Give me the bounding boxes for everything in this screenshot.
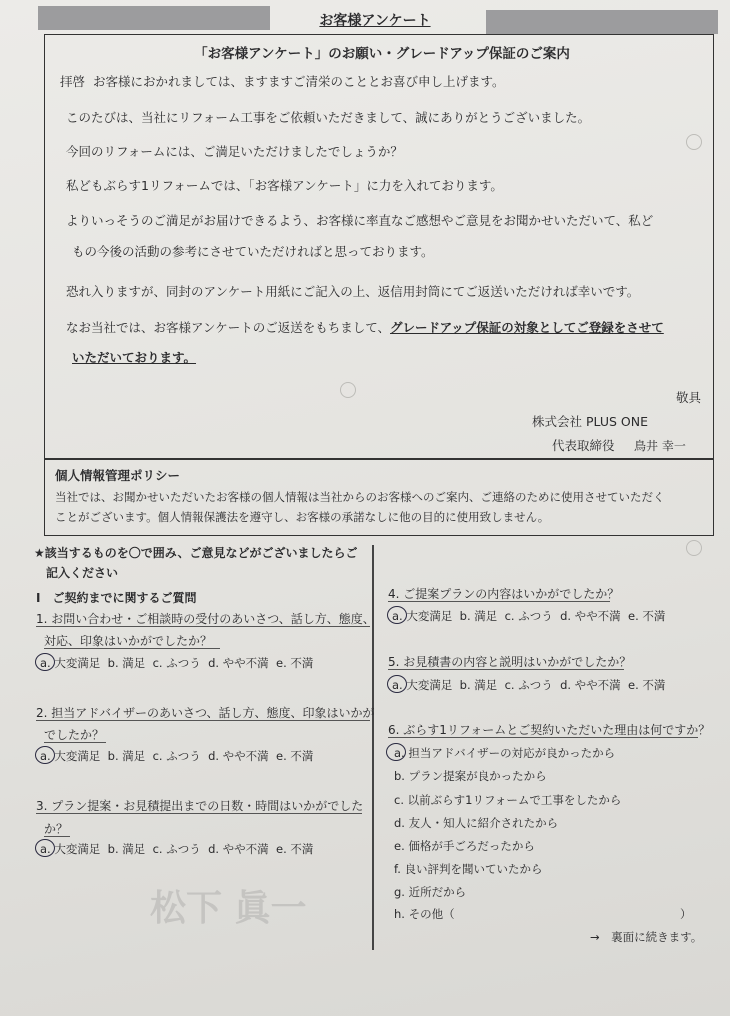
redaction-bar-left — [38, 6, 270, 30]
letter-title: 「お客様アンケート」のお願い・グレードアップ保証のご案内 — [194, 46, 570, 62]
q4-answer-c[interactable]: c. ふつう — [504, 609, 553, 623]
q1-answer-d[interactable]: d. やや不満 — [208, 656, 269, 670]
q3-answer-a[interactable]: a. 大変満足 — [40, 842, 101, 856]
question-3-answers — [40, 841, 313, 857]
question-6-title: 6. ぶらす1リフォームとご契約いただいた理由は何ですか？ — [388, 723, 711, 737]
paragraph-6a-emphasis: グレードアップ保証の対象としてご登録をさせて — [390, 320, 664, 335]
section-1-title: Ⅰ ご契約までに関するご質問 — [36, 591, 197, 605]
q4-answer-e[interactable]: e. 不満 — [628, 609, 666, 623]
question-1-line-2: 対応、印象はいかがでしたか？ — [44, 634, 213, 648]
q3-answer-d[interactable]: d. やや不満 — [208, 842, 269, 856]
question-2-line-2: でしたか？ — [44, 728, 105, 742]
q1-answer-b[interactable]: b. 満足 — [107, 656, 146, 670]
page-title: お客様アンケート — [319, 13, 431, 29]
representative-name: 鳥井 幸一 — [634, 439, 686, 453]
q6-option-g[interactable]: g. 近所だから — [394, 885, 467, 899]
punch-hole — [686, 134, 702, 150]
greeting-text: お客様におかれましては、ますますご清栄のこととお喜び申し上げます。 — [92, 74, 505, 89]
closing: 敬具 — [676, 390, 702, 405]
q1-selected-circle — [35, 653, 55, 671]
q2-answer-a[interactable]: a. 大変満足 — [40, 749, 101, 763]
paragraph-1: このたびは、当社にリフォーム工事をご依頼いただきまして、誠にありがとうございました。 — [66, 110, 591, 125]
q1-answer-e[interactable]: e. 不満 — [276, 656, 314, 670]
q2-answer-c[interactable]: c. ふつう — [152, 749, 201, 763]
question-1-line-1: 1. お問い合わせ・ご相談時の受付のあいさつ、話し方、態度、 — [36, 612, 375, 626]
instructions-line-1: ★該当するものを〇で囲み、ご意見などがございましたらご — [34, 546, 358, 560]
company-name: 株式会社 PLUS ONE — [532, 414, 648, 429]
q5-answer-e[interactable]: e. 不満 — [628, 678, 666, 692]
q6-option-h[interactable]: h. その他（ — [394, 907, 455, 921]
question-1-answers — [40, 655, 313, 671]
q2-answer-e[interactable]: e. 不満 — [276, 749, 314, 763]
q6-option-a[interactable]: a. 担当アドバイザーの対応が良かったから — [394, 746, 616, 760]
paragraph-3: 私どもぶらす1リフォームでは、「お客様アンケート」に力を入れております。 — [66, 178, 503, 193]
q5-answer-c[interactable]: c. ふつう — [504, 678, 553, 692]
paragraph-4a: よりいっそうのご満足がお届けできるよう、お客様に率直なご感想やご意見をお聞かせいただいて、私ど — [66, 213, 654, 228]
paragraph-6b: いただいております。 — [72, 350, 197, 365]
privacy-policy-line-1: 当社では、お聞かせいただいたお客様の個人情報は当社からのお客様へのご案内、ご連絡のために使用させていただく — [55, 490, 665, 504]
q6-option-f[interactable]: f. 良い評判を聞いていたから — [394, 862, 543, 876]
paragraph-2: 今回のリフォームには、ご満足いただけましたでしょうか？ — [66, 144, 403, 159]
question-2-line-1: 2. 担当アドバイザーのあいさつ、話し方、態度、印象はいかが — [36, 706, 375, 720]
paragraph-5: 恐れ入りますが、同封のアンケート用紙にご記入の上、返信用封筒にてご返送いただければ幸いです。 — [66, 284, 640, 299]
column-divider — [372, 545, 374, 950]
q5-answer-a[interactable]: a. 大変満足 — [392, 678, 453, 692]
q2-selected-circle — [35, 746, 55, 764]
paragraph-6a — [66, 318, 664, 336]
punch-hole — [340, 382, 356, 398]
paragraph-6a-plain: なお当社では、お客様アンケートのご返送をもちまして、 — [66, 320, 391, 335]
q5-answer-b[interactable]: b. 満足 — [459, 678, 498, 692]
privacy-policy-title: 個人情報管理ポリシー — [55, 468, 181, 483]
q4-answer-b[interactable]: b. 満足 — [459, 609, 498, 623]
question-4-line-1: 4. ご提案プランの内容はいかがでしたか？ — [388, 587, 620, 601]
greeting-label: 拝啓 — [60, 74, 86, 89]
privacy-policy-line-2: ことがございます。個人情報保護法を遵守し、お客様の承諾なしに他の目的に使用致しません。 — [55, 510, 550, 524]
q4-answer-a[interactable]: a. 大変満足 — [392, 609, 453, 623]
question-5-answers — [392, 677, 665, 693]
instructions-line-2: 記入ください — [46, 566, 119, 580]
redaction-bar-right — [486, 10, 718, 34]
question-3-underline-2 — [44, 836, 70, 837]
q3-answer-b[interactable]: b. 満足 — [107, 842, 146, 856]
question-2-underline-2 — [44, 742, 106, 743]
q6-option-h-close: ） — [680, 907, 692, 921]
q6-selected-circle — [386, 743, 406, 761]
q5-answer-d[interactable]: d. やや不満 — [560, 678, 621, 692]
question-5-underline — [388, 669, 624, 670]
representative-title: 代表取締役 — [552, 438, 615, 453]
question-4-underline — [388, 601, 610, 602]
q2-answer-b[interactable]: b. 満足 — [107, 749, 146, 763]
question-6-underline — [388, 737, 698, 738]
q4-selected-circle — [387, 606, 407, 624]
question-3-line-1: 3. プラン提案・お見積提出までの日数・時間はいかがでした — [36, 799, 364, 813]
question-1-underline-2 — [44, 648, 220, 649]
q6-option-e[interactable]: e. 価格が手ごろだったから — [394, 839, 535, 853]
q4-answer-d[interactable]: d. やや不満 — [560, 609, 621, 623]
q5-selected-circle — [387, 675, 407, 693]
q3-answer-e[interactable]: e. 不満 — [276, 842, 314, 856]
question-3-line-2: か？ — [44, 822, 69, 836]
greeting-line — [60, 72, 504, 90]
q6-option-d[interactable]: d. 友人・知人に紹介されたから — [394, 816, 559, 830]
show-through-text: 松下 眞一 — [150, 887, 307, 929]
q1-answer-a[interactable]: a. 大変満足 — [40, 656, 101, 670]
q1-answer-c[interactable]: c. ふつう — [152, 656, 201, 670]
continue-note: → 裏面に続きます。 — [590, 930, 703, 944]
punch-hole — [686, 540, 702, 556]
question-2-answers — [40, 748, 313, 764]
q2-answer-d[interactable]: d. やや不満 — [208, 749, 269, 763]
question-2-underline-1 — [36, 720, 370, 721]
question-5-line-1: 5. お見積書の内容と説明はいかがでしたか？ — [388, 655, 632, 669]
question-1-underline-1 — [36, 626, 370, 627]
paragraph-4b: もの今後の活動の参考にさせていただければと思っております。 — [72, 244, 434, 259]
q6-option-c[interactable]: c. 以前ぶらす1リフォームで工事をしたから — [394, 793, 622, 807]
q3-answer-c[interactable]: c. ふつう — [152, 842, 201, 856]
q3-selected-circle — [35, 839, 55, 857]
q6-option-b[interactable]: b. プラン提案が良かったから — [394, 769, 547, 783]
question-3-underline-1 — [36, 813, 362, 814]
question-4-answers — [392, 608, 665, 624]
